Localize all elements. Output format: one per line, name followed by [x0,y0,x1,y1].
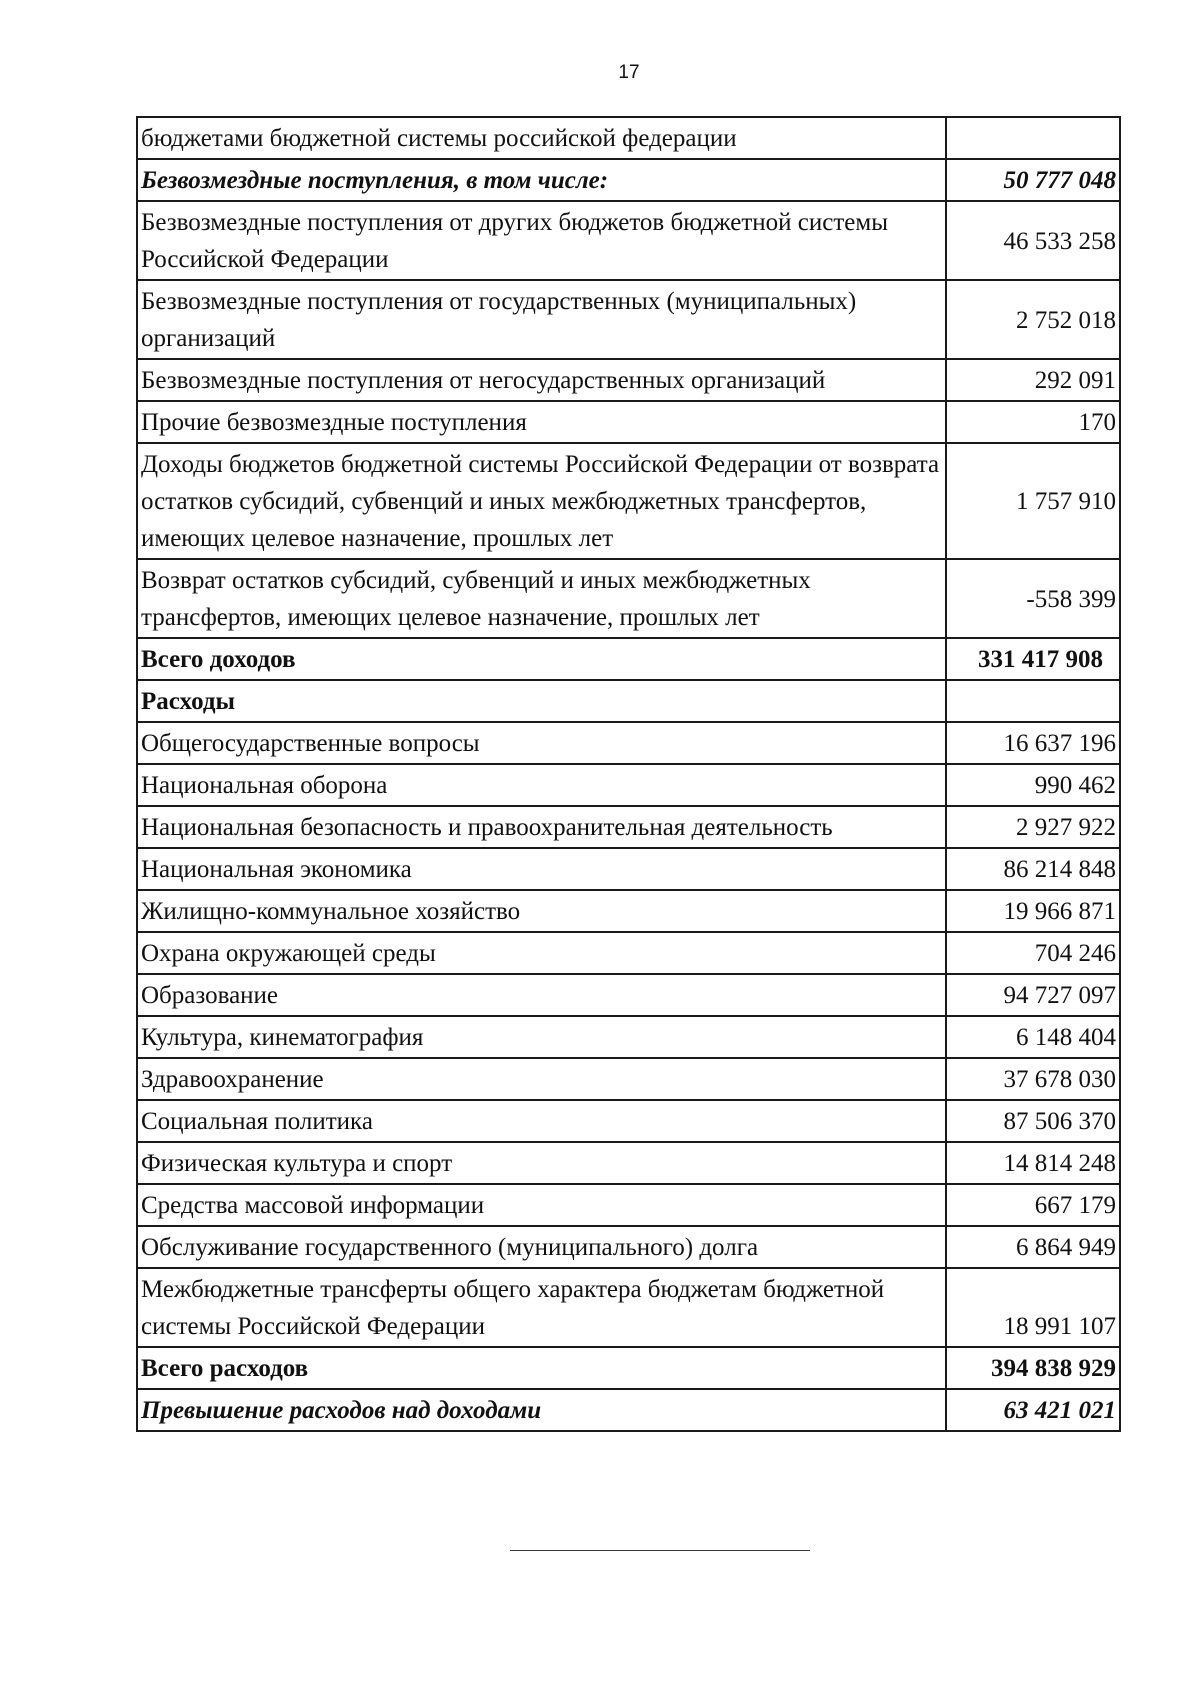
table-row [137,1184,1120,1226]
row-value: 667 179 [946,1184,1120,1226]
row-value: 87 506 370 [946,1100,1120,1142]
table-row [137,890,1120,932]
row-name: бюджетами бюджетной системы российской федерации [137,117,946,159]
table-row [137,401,1120,443]
table-row [137,1100,1120,1142]
row-name: Прочие безвозмездные поступления [137,401,946,443]
row-name: Культура, кинематография [137,1016,946,1058]
row-name: Физическая культура и спорт [137,1142,946,1184]
row-name: Обслуживание государственного (муниципального) долга [137,1226,946,1268]
page-number: 17 [618,62,640,83]
row-name: Превышение расходов над доходами [137,1389,946,1431]
table-row [137,764,1120,806]
row-value: 170 [946,401,1120,443]
row-value: 50 777 048 [946,159,1120,201]
row-name: Национальная оборона [137,764,946,806]
row-value: 18 991 107 [946,1268,1120,1347]
row-name: Жилищно-коммунальное хозяйство [137,890,946,932]
row-name: Социальная политика [137,1100,946,1142]
row-name: Охрана окружающей среды [137,932,946,974]
footer-divider-line [510,1550,810,1551]
row-name: Общегосударственные вопросы [137,722,946,764]
table-row-gratuitous-total [137,159,1120,201]
row-value: 6 864 949 [946,1226,1120,1268]
row-value: 704 246 [946,932,1120,974]
table-row [137,117,1120,159]
row-name: Здравоохранение [137,1058,946,1100]
table-row-expenses-total [137,1347,1120,1389]
table-row [137,932,1120,974]
table-row [137,722,1120,764]
row-value: 86 214 848 [946,848,1120,890]
row-name: Межбюджетные трансферты общего характера бюджетам бюджетной системы Российской Федерации [137,1268,946,1347]
budget-table [136,116,1121,1432]
row-value: 19 966 871 [946,890,1120,932]
row-value: 331 417 908 [946,638,1120,680]
row-value: 394 838 929 [946,1347,1120,1389]
table-row [137,1226,1120,1268]
table-row [137,1268,1120,1347]
table-row [137,1016,1120,1058]
table-row [137,1058,1120,1100]
row-value: 292 091 [946,359,1120,401]
row-name: Средства массовой информации [137,1184,946,1226]
table-row-income-total [137,638,1120,680]
row-value: 1 757 910 [946,443,1120,559]
table-row [137,559,1120,638]
row-value [946,117,1120,159]
row-name: Всего доходов [137,638,946,680]
table-row [137,201,1120,280]
table-row [137,443,1120,559]
row-value: 2 752 018 [946,280,1120,359]
row-name: Возврат остатков субсидий, субвенций и иных межбюджетных трансфертов, имеющих целевое назначение, прошлых лет [137,559,946,638]
row-value: 37 678 030 [946,1058,1120,1100]
row-name: Безвозмездные поступления от государственных (муниципальных) организаций [137,280,946,359]
table-row-deficit [137,1389,1120,1431]
row-value: 990 462 [946,764,1120,806]
row-name: Образование [137,974,946,1016]
row-value: -558 399 [946,559,1120,638]
row-value [946,680,1120,722]
row-value: 6 148 404 [946,1016,1120,1058]
table-row [137,806,1120,848]
row-value: 2 927 922 [946,806,1120,848]
row-name: Национальная безопасность и правоохранительная деятельность [137,806,946,848]
table-row-expenses-header [137,680,1120,722]
row-value: 94 727 097 [946,974,1120,1016]
row-name: Безвозмездные поступления от других бюджетов бюджетной системы Российской Федерации [137,201,946,280]
table-row [137,359,1120,401]
row-value: 63 421 021 [946,1389,1120,1431]
row-value: 16 637 196 [946,722,1120,764]
row-name: Национальная экономика [137,848,946,890]
row-name: Безвозмездные поступления от негосударственных организаций [137,359,946,401]
row-name: Расходы [137,680,946,722]
table-row [137,280,1120,359]
row-value: 46 533 258 [946,201,1120,280]
row-name: Доходы бюджетов бюджетной системы Российской Федерации от возврата остатков субсидий, субвенций и иных межбюджетных трансфертов, имеющих целевое назначение, прошлых лет [137,443,946,559]
row-name: Безвозмездные поступления, в том числе: [137,159,946,201]
row-name: Всего расходов [137,1347,946,1389]
row-value: 14 814 248 [946,1142,1120,1184]
table-row [137,974,1120,1016]
table-row [137,1142,1120,1184]
table-row [137,848,1120,890]
